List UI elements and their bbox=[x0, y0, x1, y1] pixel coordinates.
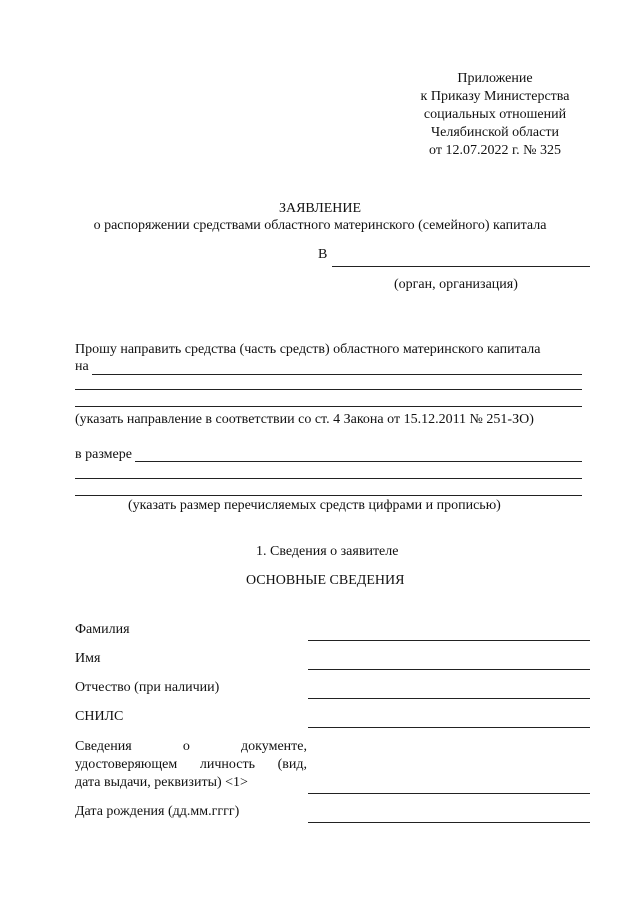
document-subtitle: о распоряжении средствами областного материнского (семейного) капитала bbox=[93, 218, 547, 233]
appendix-line-2: к Приказу Министерства bbox=[420, 89, 570, 104]
direction-hint: (указать направление в соответствии со ст. 4 Закона от 15.12.2011 № 251-ЗО) bbox=[75, 412, 534, 427]
id-document-input-line[interactable] bbox=[308, 793, 590, 794]
amount-input-line-1[interactable] bbox=[135, 461, 582, 462]
section-title: 1. Сведения о заявителе bbox=[256, 544, 399, 559]
id-document-label-line-2: удостоверяющем личность (вид, bbox=[75, 757, 307, 772]
snils-label: СНИЛС bbox=[75, 709, 124, 724]
id-document-label-line-1: Сведения о документе, bbox=[75, 739, 307, 754]
direction-on-label: на bbox=[75, 359, 89, 374]
amount-hint: (указать размер перечисляемых средств цифрами и прописью) bbox=[128, 498, 501, 513]
patronymic-label: Отчество (при наличии) bbox=[75, 680, 220, 695]
amount-input-line-3[interactable] bbox=[75, 495, 582, 496]
request-line: Прошу направить средства (часть средств) областного материнского капитала bbox=[75, 342, 541, 357]
birth-date-label: Дата рождения (дд.мм.гггг) bbox=[75, 804, 240, 819]
addressee-input-line[interactable] bbox=[332, 266, 590, 267]
appendix-line-4: Челябинской области bbox=[431, 125, 559, 140]
id-document-label bbox=[75, 738, 307, 792]
birth-date-input-line[interactable] bbox=[308, 822, 590, 823]
direction-input-line-1[interactable] bbox=[92, 374, 582, 375]
id-document-label-line-3: дата выдачи, реквизиты) <1> bbox=[75, 775, 248, 790]
appendix-line-1: Приложение bbox=[457, 71, 533, 86]
name-input-line[interactable] bbox=[308, 669, 590, 670]
amount-input-line-2[interactable] bbox=[75, 478, 582, 479]
document-title: ЗАЯВЛЕНИЕ bbox=[278, 201, 362, 216]
direction-input-line-3[interactable] bbox=[75, 406, 582, 407]
surname-label: Фамилия bbox=[75, 622, 130, 637]
name-label: Имя bbox=[75, 651, 101, 666]
patronymic-input-line[interactable] bbox=[308, 698, 590, 699]
appendix-header bbox=[380, 70, 610, 160]
appendix-line-3: социальных отношений bbox=[423, 107, 567, 122]
amount-label: в размере bbox=[75, 447, 132, 462]
surname-input-line[interactable] bbox=[308, 640, 590, 641]
addressee-hint: (орган, организация) bbox=[394, 277, 518, 292]
addressee-prefix: В bbox=[318, 247, 328, 262]
direction-input-line-2[interactable] bbox=[75, 389, 582, 390]
section-subheading: ОСНОВНЫЕ СВЕДЕНИЯ bbox=[246, 573, 405, 588]
appendix-line-5: от 12.07.2022 г. № 325 bbox=[429, 143, 561, 158]
snils-input-line[interactable] bbox=[308, 727, 590, 728]
